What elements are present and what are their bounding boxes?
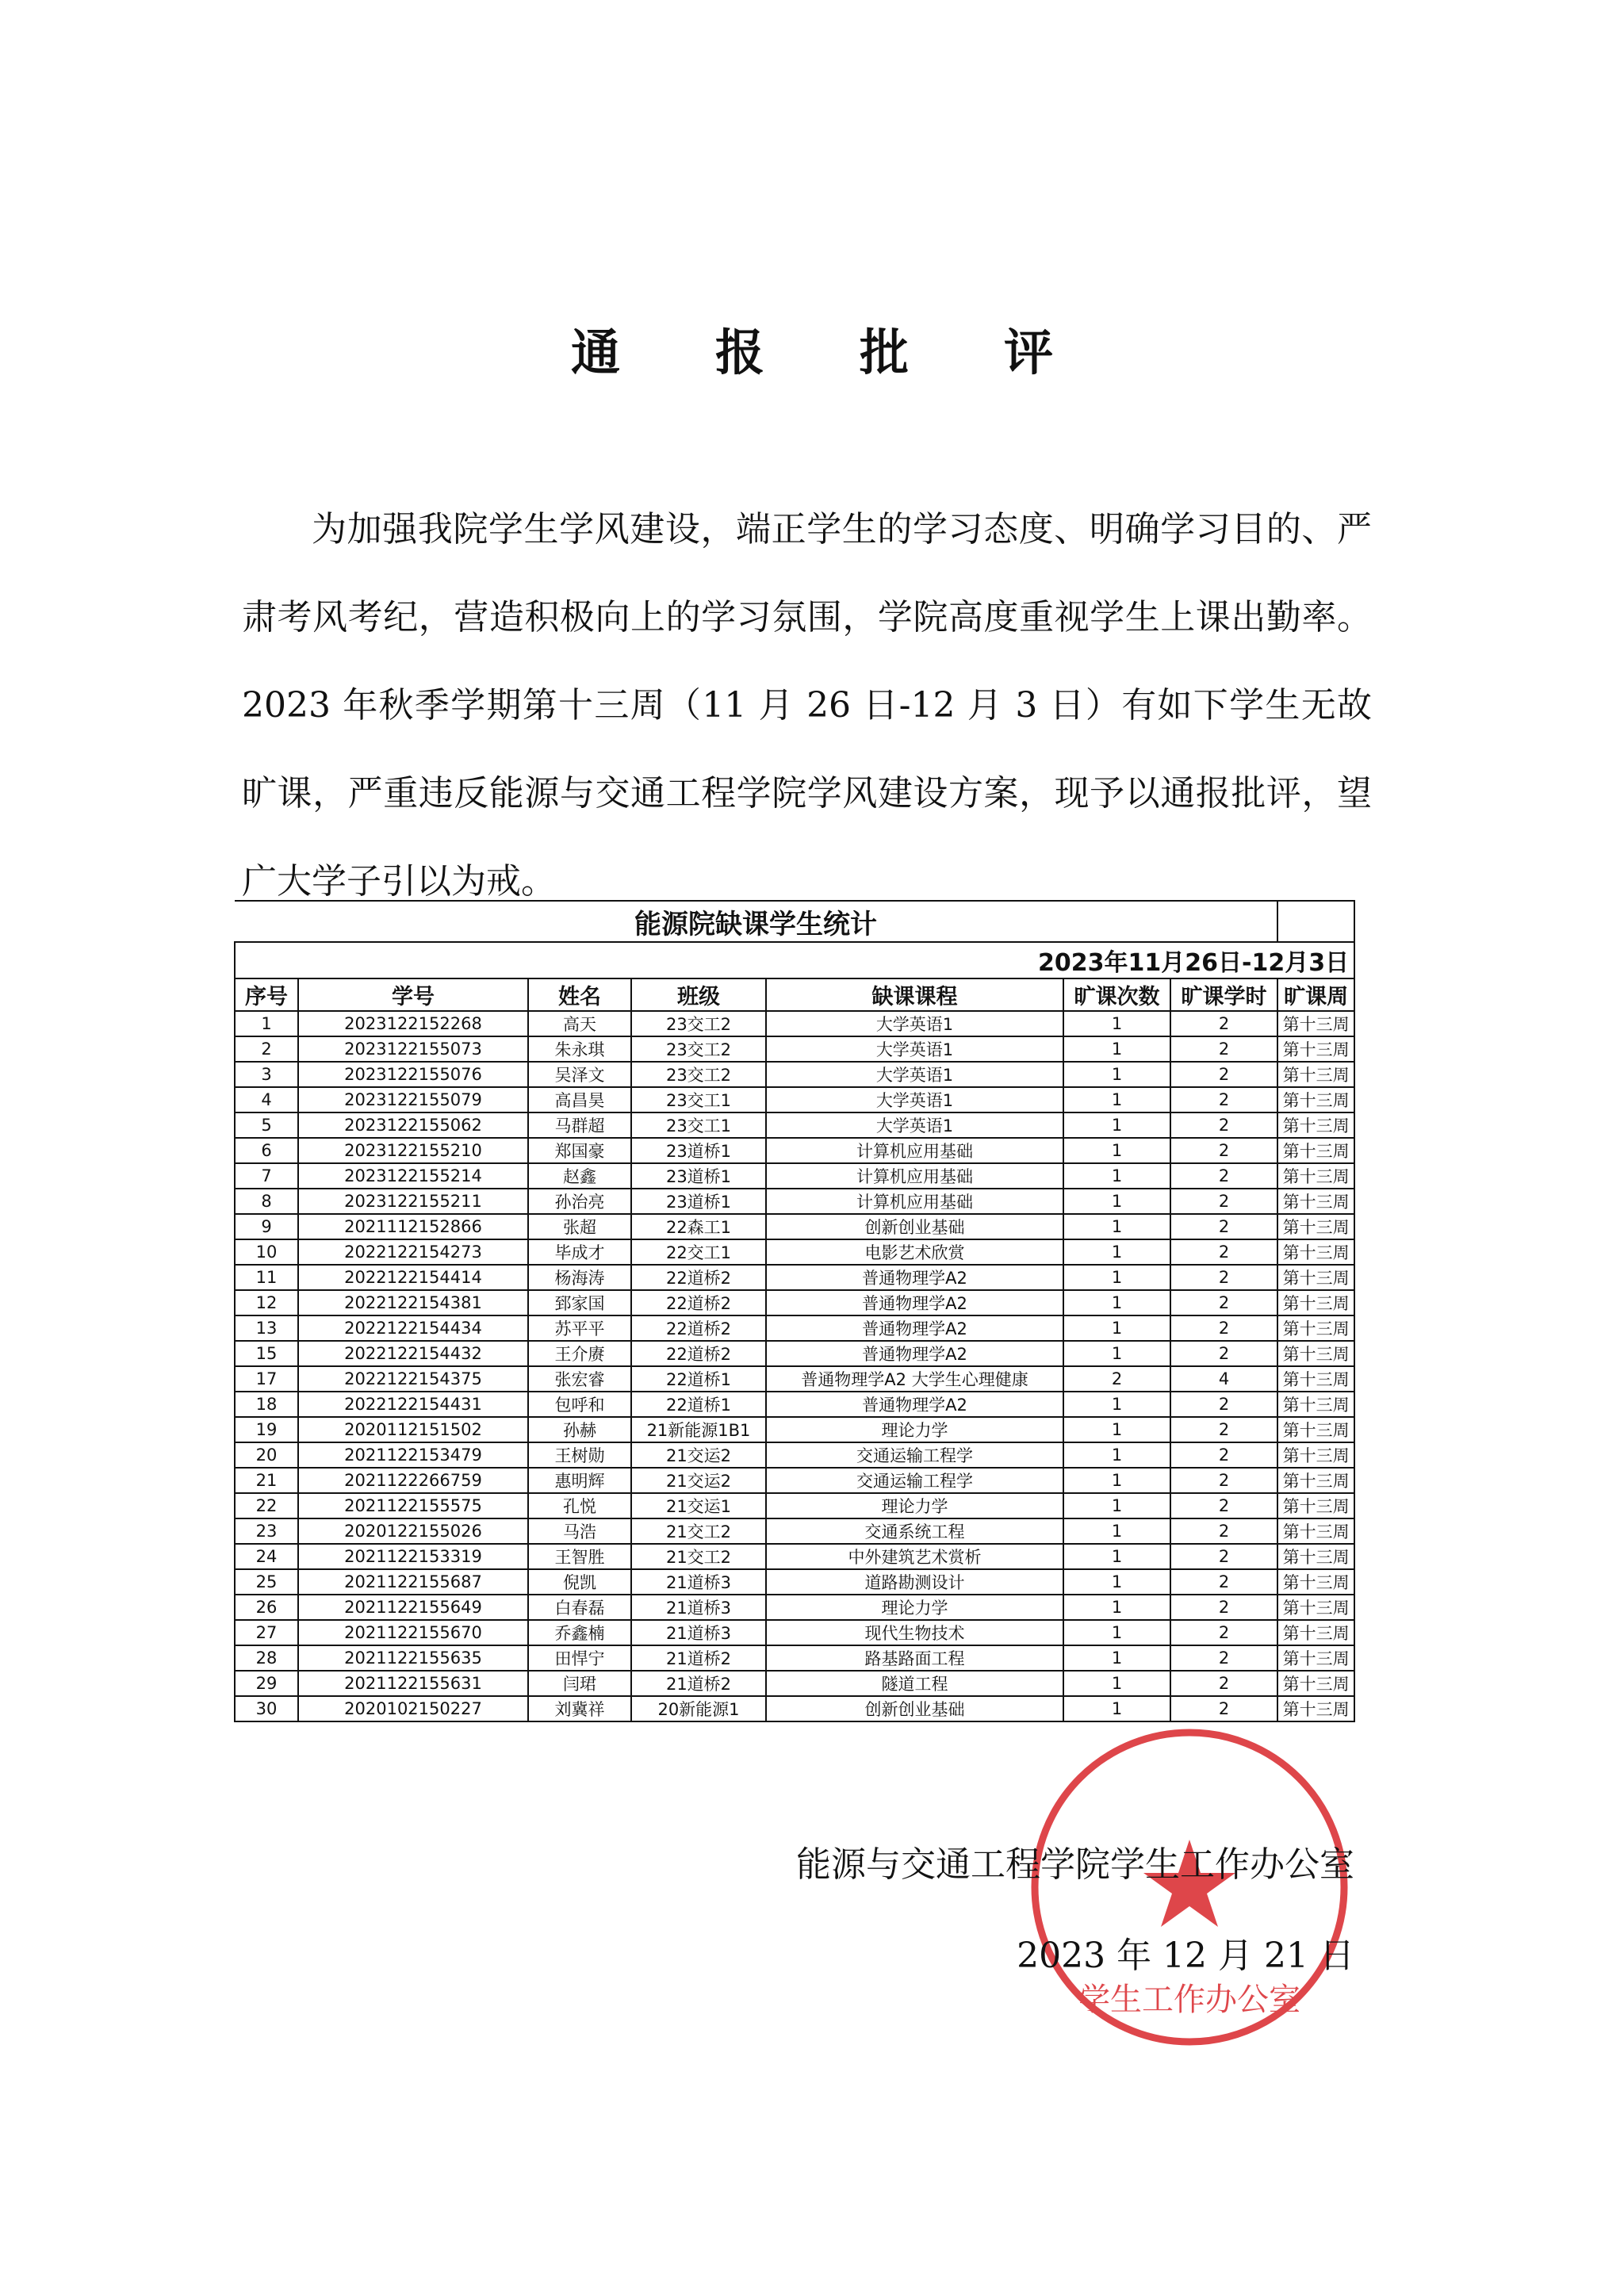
table-cell: 电影艺术欣赏	[766, 1239, 1063, 1265]
table-cell: 马群超	[528, 1112, 631, 1138]
table-cell: 高昌昊	[528, 1087, 631, 1112]
table-cell: 第十三周	[1277, 1062, 1354, 1087]
table-cell: 2	[1170, 1163, 1277, 1189]
seal-text: 学生工作办公室	[1078, 1982, 1300, 2018]
table-cell: 第十三周	[1277, 1645, 1354, 1671]
table-cell: 2023122155076	[298, 1062, 528, 1087]
table-cell: 2021122155670	[298, 1620, 528, 1645]
table-cell: 22道桥2	[631, 1290, 766, 1315]
table-row	[235, 1518, 1354, 1544]
table-cell: 第十三周	[1277, 1265, 1354, 1290]
table-cell: 道路勘测设计	[766, 1569, 1063, 1595]
table-cell: 1	[1063, 1011, 1170, 1036]
table-cell: 2021112152866	[298, 1214, 528, 1239]
table-cell: 2022122154432	[298, 1341, 528, 1366]
table-cell: 2	[1170, 1544, 1277, 1569]
notice-paragraph: 为加强我院学生学风建设，端正学生的学习态度、明确学习目的、严肃考风考纪，营造积极向上的学习氛围，学院高度重视学生上课出勤率。2023 年秋季学期第十三周（11 月 26 日-12 月 3 日）有如下学生无故旷课，严重违反能源与交通工程学院学风建设方案，现予以通报批评，望广大学子引以为戒。	[242, 509, 1372, 902]
table-row	[235, 1544, 1354, 1569]
table-cell: 第十三周	[1277, 1290, 1354, 1315]
table-cell: 第十三周	[1277, 1620, 1354, 1645]
table-cell: 1	[1063, 1468, 1170, 1493]
table-row	[235, 1468, 1354, 1493]
table-cell: 21交运2	[631, 1468, 766, 1493]
table-cell: 1	[1063, 1214, 1170, 1239]
table-cell: 2	[1170, 1290, 1277, 1315]
table-cell: 1	[1063, 1645, 1170, 1671]
table-cell: 25	[235, 1569, 298, 1595]
table-cell: 第十三周	[1277, 1138, 1354, 1163]
table-cell: 2	[1170, 1442, 1277, 1468]
table-cell: 第十三周	[1277, 1214, 1354, 1239]
table-cell: 创新创业基础	[766, 1696, 1063, 1721]
table-cell: 第十三周	[1277, 1569, 1354, 1595]
table-cell: 王介赓	[528, 1341, 631, 1366]
table-cell: 田悍宁	[528, 1645, 631, 1671]
table-cell: 孙赫	[528, 1417, 631, 1442]
absence-table	[234, 900, 1355, 1722]
table-cell: 第十三周	[1277, 1341, 1354, 1366]
table-row	[235, 1392, 1354, 1417]
table-cell: 第十三周	[1277, 1518, 1354, 1544]
table-cell: 计算机应用基础	[766, 1189, 1063, 1214]
table-cell: 2023122155210	[298, 1138, 528, 1163]
table-cell: 21道桥2	[631, 1645, 766, 1671]
table-cell: 孙治亮	[528, 1189, 631, 1214]
table-cell: 11	[235, 1265, 298, 1290]
table-cell: 29	[235, 1671, 298, 1696]
table-cell: 2022122154434	[298, 1315, 528, 1341]
table-cell: 2022122154414	[298, 1265, 528, 1290]
table-cell: 2	[1170, 1518, 1277, 1544]
table-cell: 大学英语1	[766, 1062, 1063, 1087]
table-cell: 2	[1170, 1671, 1277, 1696]
table-cell: 5	[235, 1112, 298, 1138]
table-cell: 2	[1170, 1062, 1277, 1087]
table-cell: 22道桥2	[631, 1265, 766, 1290]
table-cell: 1	[1063, 1290, 1170, 1315]
table-cell: 1	[1063, 1138, 1170, 1163]
table-cell: 1	[1063, 1036, 1170, 1062]
table-cell: 2	[1170, 1036, 1277, 1062]
table-cell: 1	[1063, 1518, 1170, 1544]
table-cell: 1	[1063, 1493, 1170, 1518]
absence-table-container	[234, 900, 1354, 1722]
table-row	[235, 1595, 1354, 1620]
table-cell: 第十三周	[1277, 1239, 1354, 1265]
table-cell: 第十三周	[1277, 1696, 1354, 1721]
table-row	[235, 1493, 1354, 1518]
table-cell: 第十三周	[1277, 1087, 1354, 1112]
table-cell: 1	[1063, 1163, 1170, 1189]
table-cell: 2	[1170, 1493, 1277, 1518]
table-cell: 王树勋	[528, 1442, 631, 1468]
table-cell: 17	[235, 1366, 298, 1392]
table-cell: 22	[235, 1493, 298, 1518]
table-cell: 2020122155026	[298, 1518, 528, 1544]
table-cell: 1	[1063, 1671, 1170, 1696]
table-cell: 1	[1063, 1417, 1170, 1442]
table-cell: 高天	[528, 1011, 631, 1036]
table-cell: 22道桥1	[631, 1392, 766, 1417]
table-cell: 2	[1170, 1315, 1277, 1341]
table-cell: 普通物理学A2	[766, 1290, 1063, 1315]
table-cell: 2021122155649	[298, 1595, 528, 1620]
table-cell: 4	[1170, 1366, 1277, 1392]
column-header: 学号	[298, 978, 528, 1011]
table-cell: 19	[235, 1417, 298, 1442]
table-cell: 23	[235, 1518, 298, 1544]
column-header: 序号	[235, 978, 298, 1011]
table-body	[235, 1011, 1354, 1721]
table-cell: 第十三周	[1277, 1315, 1354, 1341]
column-header: 旷课学时	[1170, 978, 1277, 1011]
table-cell: 2	[1170, 1417, 1277, 1442]
table-cell: 1	[1063, 1620, 1170, 1645]
table-cell: 大学英语1	[766, 1087, 1063, 1112]
table-cell: 1	[1063, 1442, 1170, 1468]
table-cell: 2023122155073	[298, 1036, 528, 1062]
table-row	[235, 1138, 1354, 1163]
table-row	[235, 1062, 1354, 1087]
table-row	[235, 1671, 1354, 1696]
table-cell: 18	[235, 1392, 298, 1417]
table-header-row	[235, 978, 1354, 1011]
table-cell: 交通系统工程	[766, 1518, 1063, 1544]
table-cell: 2023122155079	[298, 1087, 528, 1112]
table-cell: 1	[1063, 1544, 1170, 1569]
table-cell: 张超	[528, 1214, 631, 1239]
table-cell: 第十三周	[1277, 1671, 1354, 1696]
table-cell: 2022122154375	[298, 1366, 528, 1392]
table-cell: 理论力学	[766, 1595, 1063, 1620]
table-cell: 创新创业基础	[766, 1214, 1063, 1239]
table-cell: 2022122154273	[298, 1239, 528, 1265]
table-cell: 22交工1	[631, 1239, 766, 1265]
table-cell: 普通物理学A2 大学生心理健康	[766, 1366, 1063, 1392]
table-cell: 2021122155631	[298, 1671, 528, 1696]
table-cell: 2022122154431	[298, 1392, 528, 1417]
table-cell: 2	[1170, 1138, 1277, 1163]
table-cell: 1	[1063, 1062, 1170, 1087]
table-cell: 白春磊	[528, 1595, 631, 1620]
table-row	[235, 1087, 1354, 1112]
table-cell: 8	[235, 1189, 298, 1214]
table-cell: 2	[1170, 1189, 1277, 1214]
table-cell: 1	[1063, 1341, 1170, 1366]
table-row	[235, 1239, 1354, 1265]
table-cell: 4	[235, 1087, 298, 1112]
table-row	[235, 1290, 1354, 1315]
table-cell: 计算机应用基础	[766, 1163, 1063, 1189]
table-cell: 第十三周	[1277, 1036, 1354, 1062]
table-cell: 第十三周	[1277, 1011, 1354, 1036]
table-cell: 理论力学	[766, 1417, 1063, 1442]
official-seal	[1023, 1721, 1356, 2054]
table-cell: 2	[1170, 1239, 1277, 1265]
table-cell: 第十三周	[1277, 1112, 1354, 1138]
table-cell: 7	[235, 1163, 298, 1189]
table-cell: 22道桥1	[631, 1366, 766, 1392]
table-cell: 普通物理学A2	[766, 1265, 1063, 1290]
table-cell: 惠明辉	[528, 1468, 631, 1493]
table-row	[235, 1569, 1354, 1595]
table-cell: 郑国豪	[528, 1138, 631, 1163]
table-cell: 2	[1170, 1696, 1277, 1721]
table-cell: 2020102150227	[298, 1696, 528, 1721]
table-cell: 计算机应用基础	[766, 1138, 1063, 1163]
table-cell: 1	[1063, 1315, 1170, 1341]
table-cell: 普通物理学A2	[766, 1341, 1063, 1366]
table-date-range: 2023年11月26日-12月3日	[235, 942, 1354, 978]
table-cell: 交通运输工程学	[766, 1442, 1063, 1468]
table-cell: 1	[1063, 1696, 1170, 1721]
table-cell: 刘冀祥	[528, 1696, 631, 1721]
table-cell: 1	[1063, 1265, 1170, 1290]
table-cell: 2	[1170, 1011, 1277, 1036]
table-cell: 闫珺	[528, 1671, 631, 1696]
table-cell: 1	[1063, 1189, 1170, 1214]
table-cell: 2	[1170, 1265, 1277, 1290]
table-cell: 第十三周	[1277, 1442, 1354, 1468]
table-cell: 2	[1170, 1468, 1277, 1493]
table-cell: 2021122153319	[298, 1544, 528, 1569]
table-cell: 2023122152268	[298, 1011, 528, 1036]
table-cell: 2022122154381	[298, 1290, 528, 1315]
table-cell: 2023122155062	[298, 1112, 528, 1138]
table-cell: 杨海涛	[528, 1265, 631, 1290]
table-cell: 2	[1063, 1366, 1170, 1392]
table-cell: 大学英语1	[766, 1011, 1063, 1036]
table-row	[235, 1214, 1354, 1239]
table-cell: 21道桥3	[631, 1595, 766, 1620]
table-cell: 普通物理学A2	[766, 1392, 1063, 1417]
table-cell: 15	[235, 1341, 298, 1366]
table-row	[235, 1036, 1354, 1062]
table-cell: 21道桥3	[631, 1569, 766, 1595]
table-cell: 苏平平	[528, 1315, 631, 1341]
table-row	[235, 1620, 1354, 1645]
table-cell: 21交运1	[631, 1493, 766, 1518]
table-cell: 21道桥3	[631, 1620, 766, 1645]
table-cell: 12	[235, 1290, 298, 1315]
table-cell: 1	[1063, 1239, 1170, 1265]
table-row	[235, 1366, 1354, 1392]
table-cell: 21道桥2	[631, 1671, 766, 1696]
table-cell: 2	[1170, 1569, 1277, 1595]
table-cell: 第十三周	[1277, 1417, 1354, 1442]
table-row	[235, 1341, 1354, 1366]
table-cell: 3	[235, 1062, 298, 1087]
table-cell: 2	[1170, 1392, 1277, 1417]
table-cell: 1	[1063, 1087, 1170, 1112]
issuing-office: 能源与交通工程学院学生工作办公室	[796, 1844, 1354, 1885]
table-cell: 26	[235, 1595, 298, 1620]
document-title: 通报批评	[570, 324, 1148, 381]
table-row	[235, 1189, 1354, 1214]
column-header: 缺课课程	[766, 978, 1063, 1011]
table-cell: 大学英语1	[766, 1036, 1063, 1062]
table-cell: 赵鑫	[528, 1163, 631, 1189]
table-cell: 23道桥1	[631, 1138, 766, 1163]
table-cell: 王智胜	[528, 1544, 631, 1569]
table-row	[235, 1163, 1354, 1189]
table-cell: 第十三周	[1277, 1468, 1354, 1493]
table-cell: 张宏睿	[528, 1366, 631, 1392]
table-cell: 9	[235, 1214, 298, 1239]
table-cell: 23交工1	[631, 1087, 766, 1112]
table-cell: 21	[235, 1468, 298, 1493]
table-cell: 1	[1063, 1392, 1170, 1417]
table-cell: 2021122266759	[298, 1468, 528, 1493]
column-header: 旷课周	[1277, 978, 1354, 1011]
table-cell: 郅家国	[528, 1290, 631, 1315]
table-cell: 21交运2	[631, 1442, 766, 1468]
table-cell: 现代生物技术	[766, 1620, 1063, 1645]
table-cell: 22道桥2	[631, 1341, 766, 1366]
table-cell: 6	[235, 1138, 298, 1163]
table-cell: 理论力学	[766, 1493, 1063, 1518]
table-cell: 普通物理学A2	[766, 1315, 1063, 1341]
table-cell: 23交工2	[631, 1062, 766, 1087]
table-cell: 23交工1	[631, 1112, 766, 1138]
table-cell: 2021122155635	[298, 1645, 528, 1671]
table-cell: 2	[235, 1036, 298, 1062]
table-cell: 2	[1170, 1595, 1277, 1620]
table-row	[235, 1112, 1354, 1138]
table-cell: 23道桥1	[631, 1189, 766, 1214]
table-cell: 朱永琪	[528, 1036, 631, 1062]
table-cell: 第十三周	[1277, 1189, 1354, 1214]
table-cell: 第十三周	[1277, 1493, 1354, 1518]
table-cell: 2023122155214	[298, 1163, 528, 1189]
table-cell: 2021122155575	[298, 1493, 528, 1518]
table-cell: 20新能源1	[631, 1696, 766, 1721]
table-cell: 第十三周	[1277, 1392, 1354, 1417]
table-row	[235, 1442, 1354, 1468]
table-cell: 2	[1170, 1112, 1277, 1138]
table-row	[235, 1265, 1354, 1290]
table-cell: 21交工2	[631, 1518, 766, 1544]
table-cell: 24	[235, 1544, 298, 1569]
table-cell: 22道桥2	[631, 1315, 766, 1341]
table-cell: 13	[235, 1315, 298, 1341]
table-cell: 孔悦	[528, 1493, 631, 1518]
table-cell: 2021122155687	[298, 1569, 528, 1595]
table-row	[235, 1315, 1354, 1341]
table-cell: 1	[1063, 1569, 1170, 1595]
table-cell: 2	[1170, 1645, 1277, 1671]
table-cell: 2023122155211	[298, 1189, 528, 1214]
table-cell: 隧道工程	[766, 1671, 1063, 1696]
column-header: 班级	[631, 978, 766, 1011]
table-cell: 23交工2	[631, 1036, 766, 1062]
table-cell: 乔鑫楠	[528, 1620, 631, 1645]
table-cell: 20	[235, 1442, 298, 1468]
table-cell: 23道桥1	[631, 1163, 766, 1189]
table-cell: 1	[1063, 1595, 1170, 1620]
table-cell: 大学英语1	[766, 1112, 1063, 1138]
column-header: 旷课次数	[1063, 978, 1170, 1011]
column-header: 姓名	[528, 978, 631, 1011]
table-cell: 2	[1170, 1214, 1277, 1239]
table-cell: 21新能源1B1	[631, 1417, 766, 1442]
table-cell: 路基路面工程	[766, 1645, 1063, 1671]
issue-date: 2023 年 12 月 21 日	[1017, 1936, 1354, 1976]
table-cell: 2	[1170, 1341, 1277, 1366]
table-cell: 第十三周	[1277, 1366, 1354, 1392]
table-cell: 包呼和	[528, 1392, 631, 1417]
table-cell: 1	[1063, 1112, 1170, 1138]
table-cell: 马浩	[528, 1518, 631, 1544]
table-cell: 第十三周	[1277, 1163, 1354, 1189]
table-cell: 2	[1170, 1087, 1277, 1112]
table-row	[235, 1417, 1354, 1442]
table-cell: 中外建筑艺术赏析	[766, 1544, 1063, 1569]
table-row	[235, 1696, 1354, 1721]
table-title-blank	[1277, 901, 1354, 942]
table-cell: 2020112151502	[298, 1417, 528, 1442]
table-cell: 1	[235, 1011, 298, 1036]
table-cell: 第十三周	[1277, 1595, 1354, 1620]
table-cell: 21交工2	[631, 1544, 766, 1569]
table-cell: 28	[235, 1645, 298, 1671]
table-cell: 10	[235, 1239, 298, 1265]
table-cell: 倪凯	[528, 1569, 631, 1595]
table-cell: 22森工1	[631, 1214, 766, 1239]
table-cell: 2021122153479	[298, 1442, 528, 1468]
table-cell: 23交工2	[631, 1011, 766, 1036]
table-row	[235, 1011, 1354, 1036]
table-cell: 毕成才	[528, 1239, 631, 1265]
table-row	[235, 1645, 1354, 1671]
table-cell: 2	[1170, 1620, 1277, 1645]
table-cell: 第十三周	[1277, 1544, 1354, 1569]
table-cell: 吴泽文	[528, 1062, 631, 1087]
table-title: 能源院缺课学生统计	[235, 901, 1277, 942]
table-cell: 交通运输工程学	[766, 1468, 1063, 1493]
table-cell: 30	[235, 1696, 298, 1721]
table-cell: 27	[235, 1620, 298, 1645]
